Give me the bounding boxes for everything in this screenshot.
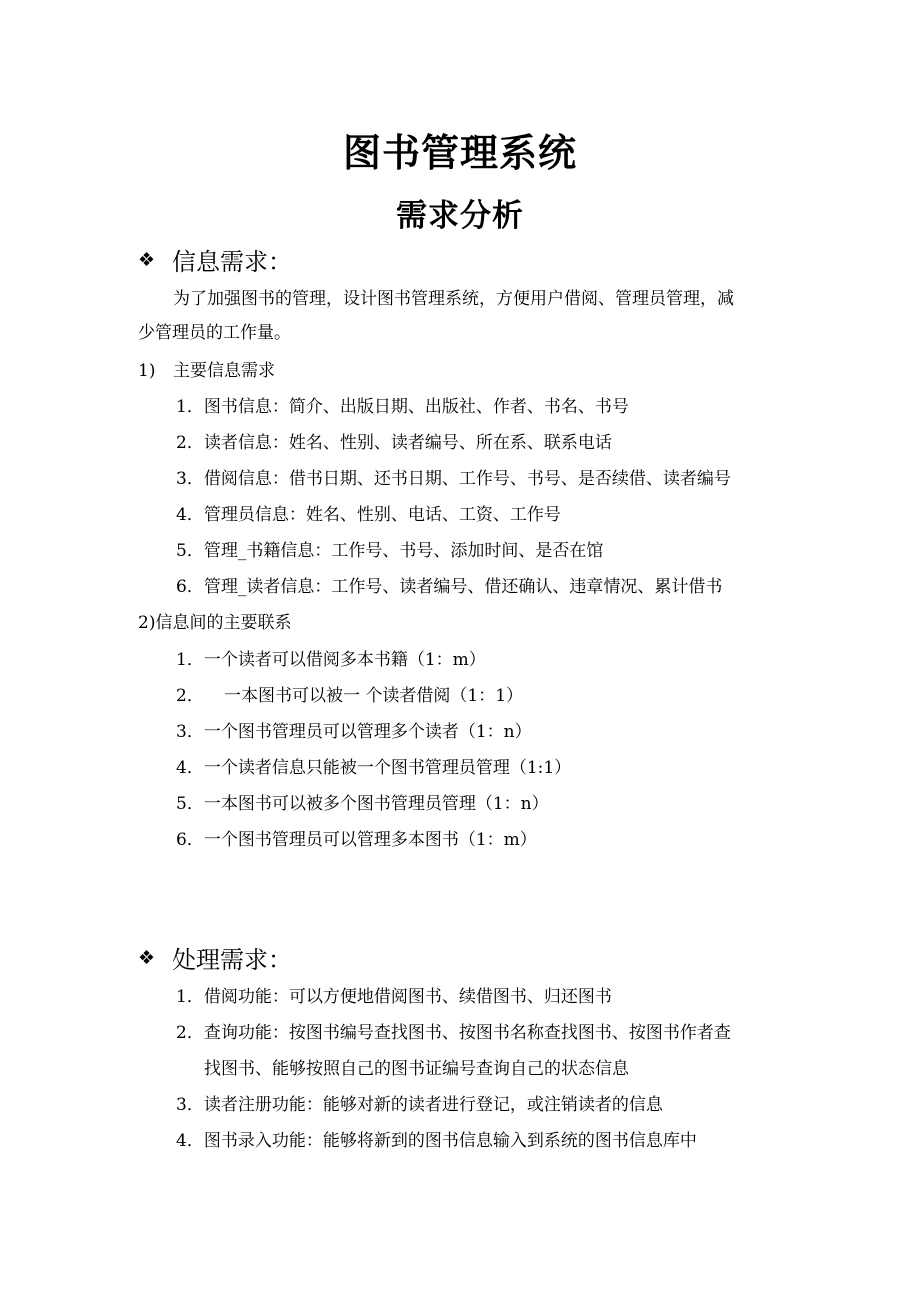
list-item-number: 3． xyxy=(176,1095,204,1115)
list-item-number: 4． xyxy=(176,1131,204,1151)
section-heading-info-requirements xyxy=(138,242,292,277)
intro-paragraph-line-2: 少管理员的工作量。 xyxy=(138,323,291,343)
list-item-continuation: 找图书、能够按照自己的图书证编号查询自己的状态信息 xyxy=(204,1059,629,1079)
list-item xyxy=(176,721,532,743)
list-item-text: 借阅信息：借书日期、还书日期、工作号、书号、是否续借、读者编号 xyxy=(203,469,731,489)
list-item xyxy=(176,685,523,707)
list-item-text: 一本图书可以被一 个读者借阅（1：1） xyxy=(224,686,524,706)
list-item-text: 一个图书管理员可以管理多个读者（1：n） xyxy=(203,722,532,742)
list-item-text: 一个读者信息只能被一个图书管理员管理（1:1） xyxy=(203,758,572,778)
list-item-number: 6． xyxy=(176,577,204,597)
list-item xyxy=(176,1022,731,1044)
list-item xyxy=(176,396,629,418)
list-item-text: 管理员信息：姓名、性别、电话、工资、工作号 xyxy=(203,505,561,525)
list-item xyxy=(176,468,731,490)
list-item xyxy=(176,757,571,779)
list-item-text: 一本图书可以被多个图书管理员管理（1：n） xyxy=(203,794,549,814)
list-item-number: 1． xyxy=(176,650,204,670)
list-item-number: 3． xyxy=(176,469,204,489)
list-item-text: 一个图书管理员可以管理多本图书（1：m） xyxy=(203,830,537,850)
section-heading-label: 处理需求： xyxy=(172,946,292,974)
list-item-text: 一个读者可以借阅多本书籍（1：m） xyxy=(203,650,486,670)
list-item-number: 6． xyxy=(176,830,204,850)
list-item xyxy=(176,986,612,1008)
list-item-text: 读者注册功能：能够对新的读者进行登记，或注销读者的信息 xyxy=(203,1095,663,1115)
list-item-text: 管理_读者信息：工作号、读者编号、借还确认、违章情况、累计借书 xyxy=(203,577,723,597)
list-item xyxy=(176,504,561,526)
list-item xyxy=(176,576,722,598)
list-item xyxy=(176,432,612,454)
list-item xyxy=(176,649,486,671)
diamond-bullet-icon: ❖ xyxy=(138,248,156,271)
subsection-heading-main-info xyxy=(138,360,275,382)
list-item-text: 读者信息：姓名、性别、读者编号、所在系、联系电话 xyxy=(203,433,612,453)
list-item-text: 图书信息：简介、出版日期、出版社、作者、书名、书号 xyxy=(203,397,629,417)
subsection-number: 1) xyxy=(138,361,156,381)
list-item xyxy=(176,1130,697,1152)
list-item-number: 2． xyxy=(176,1023,204,1043)
list-item-number: 2． xyxy=(176,433,204,453)
list-item xyxy=(176,1094,663,1116)
list-item-text: 图书录入功能：能够将新到的图书信息输入到系统的图书信息库中 xyxy=(203,1131,697,1151)
diamond-bullet-icon: ❖ xyxy=(138,946,156,969)
list-item xyxy=(176,793,549,815)
intro-paragraph-line-1: 为了加强图书的管理，设计图书管理系统，方便用户借阅、管理员管理，减 xyxy=(173,289,734,309)
list-item-number: 5． xyxy=(176,794,204,814)
subsection-heading-relations: 2)信息间的主要联系 xyxy=(138,613,292,633)
list-item-text: 管理_书籍信息：工作号、书号、添加时间、是否在馆 xyxy=(203,541,604,561)
list-item xyxy=(176,829,537,851)
section-heading-label: 信息需求： xyxy=(172,248,292,276)
subsection-label: 主要信息需求 xyxy=(173,361,275,381)
document-subtitle: 需求分析 xyxy=(396,198,524,234)
list-item-number: 5． xyxy=(176,541,204,561)
list-item-number: 1． xyxy=(176,397,204,417)
document-title: 图书管理系统 xyxy=(342,131,577,175)
section-heading-processing-requirements xyxy=(138,940,292,975)
list-item-text: 借阅功能：可以方便地借阅图书、续借图书、归还图书 xyxy=(203,987,612,1007)
list-item-number: 3． xyxy=(176,722,204,742)
list-item-text: 查询功能：按图书编号查找图书、按图书名称查找图书、按图书作者查 xyxy=(203,1023,731,1043)
list-item-number: 4． xyxy=(176,758,204,778)
list-item-number: 4． xyxy=(176,505,204,525)
list-item-number: 2． xyxy=(176,686,204,706)
list-item xyxy=(176,540,603,562)
list-item-number: 1． xyxy=(176,987,204,1007)
